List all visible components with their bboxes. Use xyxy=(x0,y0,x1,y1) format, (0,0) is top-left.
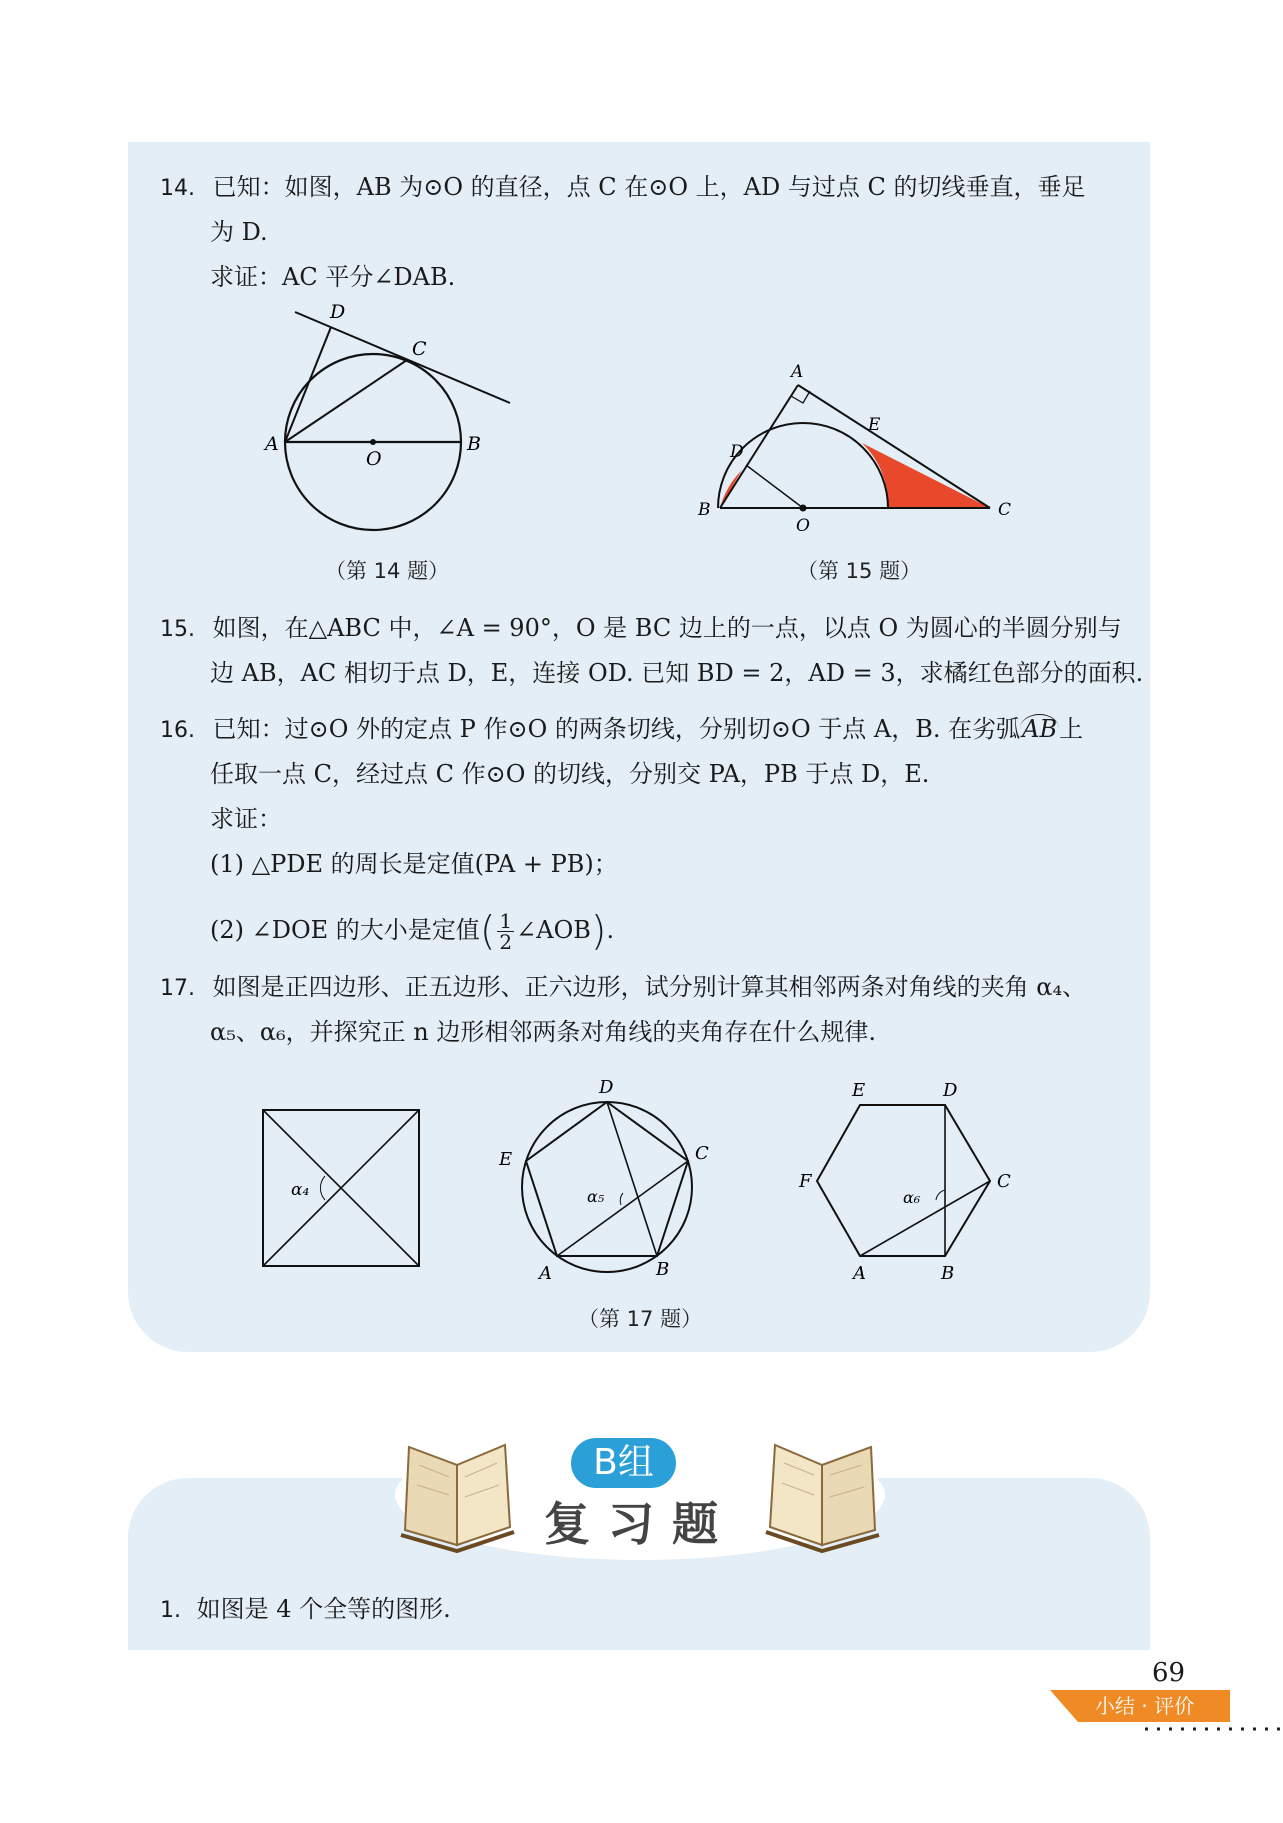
problem-17-line1 xyxy=(160,970,1086,1006)
section-b-problem-1-text: 如图是 4 个全等的图形. xyxy=(196,1595,451,1623)
dotted-rule xyxy=(1145,1726,1280,1732)
center-o xyxy=(370,439,376,445)
label-b: B xyxy=(656,1259,670,1280)
figure-17-hexagon xyxy=(795,1075,1030,1290)
angle-arc xyxy=(620,1193,623,1205)
label-b: B xyxy=(467,433,481,455)
hexagon xyxy=(817,1105,990,1256)
book-icon-left xyxy=(395,1435,520,1555)
problem-16-line1 xyxy=(160,712,1083,748)
fraction-numerator: 1 xyxy=(499,909,513,933)
figure-17-pentagon xyxy=(495,1075,725,1290)
problem-15-text: 如图，在△ABC 中，∠A = 90°，O 是 BC 边上的一点，以点 O 为圆心的半圆分别与 xyxy=(212,614,1122,642)
problem-16-number: 16. xyxy=(160,718,195,743)
problem-15-line2: 边 AB，AC 相切于点 D，E，连接 OD. 已知 BD = 2，AD = 3，求橘红色部分的面积. xyxy=(210,659,1144,687)
tangent-line xyxy=(295,312,510,403)
segment-od xyxy=(746,465,803,508)
angle-arc xyxy=(320,1176,325,1200)
problem-14-line2: 为 D. xyxy=(210,218,268,246)
label-o: O xyxy=(796,516,810,535)
segment-ac xyxy=(285,360,407,442)
problem-14-line3: 求证：AC 平分∠DAB. xyxy=(210,263,456,291)
label-o: O xyxy=(366,448,382,470)
label-a: A xyxy=(853,1263,866,1284)
review-title: 复习题 xyxy=(544,1497,736,1551)
page-number: 69 xyxy=(1152,1658,1186,1688)
problem-16-line3: 求证： xyxy=(210,805,282,833)
label-d: D xyxy=(599,1077,614,1098)
label-c: C xyxy=(412,338,427,360)
problem-14-number: 14. xyxy=(160,176,195,201)
label-e: E xyxy=(852,1080,866,1101)
label-a: A xyxy=(791,362,804,382)
fraction-half xyxy=(497,911,514,952)
label-c: C xyxy=(997,1171,1011,1192)
left-paren: ( xyxy=(479,908,496,955)
label-e: E xyxy=(499,1149,513,1170)
label-f: F xyxy=(799,1171,812,1192)
figure-17-square xyxy=(255,1100,430,1275)
problem-14-text: 已知：如图，AB 为⊙O 的直径，点 C 在⊙O 上，AD 与过点 C 的切线垂直，垂足 xyxy=(212,173,1086,201)
figure-14 xyxy=(255,300,525,540)
alpha-6-label: α₆ xyxy=(903,1188,921,1207)
label-b: B xyxy=(698,500,711,520)
problem-15-number: 15. xyxy=(160,617,195,642)
center-o xyxy=(800,505,807,512)
circumcircle xyxy=(522,1102,692,1272)
section-tag: 小结 · 评价 xyxy=(1095,1694,1195,1718)
alpha-5-label: α₅ xyxy=(587,1187,605,1206)
label-a: A xyxy=(265,433,279,455)
figure-14-caption: （第 14 题） xyxy=(325,559,450,583)
problem-16-text: 已知：过⊙O 外的定点 P 作⊙O 的两条切线，分别切⊙O 于点 A，B. 在劣弧 xyxy=(212,715,1021,743)
item2-prefix: (2) ∠DOE 的大小是定值 xyxy=(210,916,480,944)
label-b: B xyxy=(941,1263,955,1284)
problem-16-item2 xyxy=(210,900,614,960)
diagonal-db xyxy=(607,1102,657,1256)
problem-16-item1: (1) △PDE 的周长是定值(PA + PB)； xyxy=(210,850,618,878)
semicircle xyxy=(718,423,888,508)
label-a: A xyxy=(539,1263,552,1284)
figure-15 xyxy=(690,355,1020,535)
label-d: D xyxy=(943,1080,958,1101)
arc-ab: AB xyxy=(1022,715,1058,743)
figure-15-caption: （第 15 题） xyxy=(797,559,922,583)
section-b-problem-1 xyxy=(160,1592,451,1628)
label-c: C xyxy=(695,1143,709,1164)
segment-ad xyxy=(285,327,331,442)
diagonal-ac xyxy=(557,1161,688,1256)
angle-arc xyxy=(936,1190,945,1200)
problem-17-number: 17. xyxy=(160,976,195,1001)
item2-angle: ∠AOB xyxy=(516,916,591,944)
problem-16-line2: 任取一点 C，经过点 C 作⊙O 的切线，分别交 PA，PB 于点 D，E. xyxy=(210,760,930,788)
book-icon-right xyxy=(760,1435,885,1555)
label-d: D xyxy=(330,301,346,323)
label-e: E xyxy=(868,415,881,435)
fraction-denominator: 2 xyxy=(499,930,513,954)
item2-end: . xyxy=(606,916,615,944)
problem-17-text: 如图是正四边形、正五边形、正六边形，试分别计算其相邻两条对角线的夹角 α₄、 xyxy=(212,973,1087,1001)
group-b-badge: B组 xyxy=(571,1438,676,1488)
section-b-problem-1-number: 1. xyxy=(160,1598,181,1623)
label-d: D xyxy=(730,442,744,462)
problem-17-line2: α₅、α₆，并探究正 n 边形相邻两条对角线的夹角存在什么规律. xyxy=(210,1018,876,1046)
alpha-4-label: α₄ xyxy=(291,1180,310,1200)
problem-16-line1-end: 上 xyxy=(1059,715,1084,743)
right-paren: ) xyxy=(590,908,607,955)
figure-17-caption: （第 17 题） xyxy=(578,1307,703,1331)
label-c: C xyxy=(998,500,1012,520)
problem-15-line1 xyxy=(160,611,1122,647)
diagonal-ac xyxy=(860,1181,990,1256)
problem-14-line1 xyxy=(160,170,1086,206)
